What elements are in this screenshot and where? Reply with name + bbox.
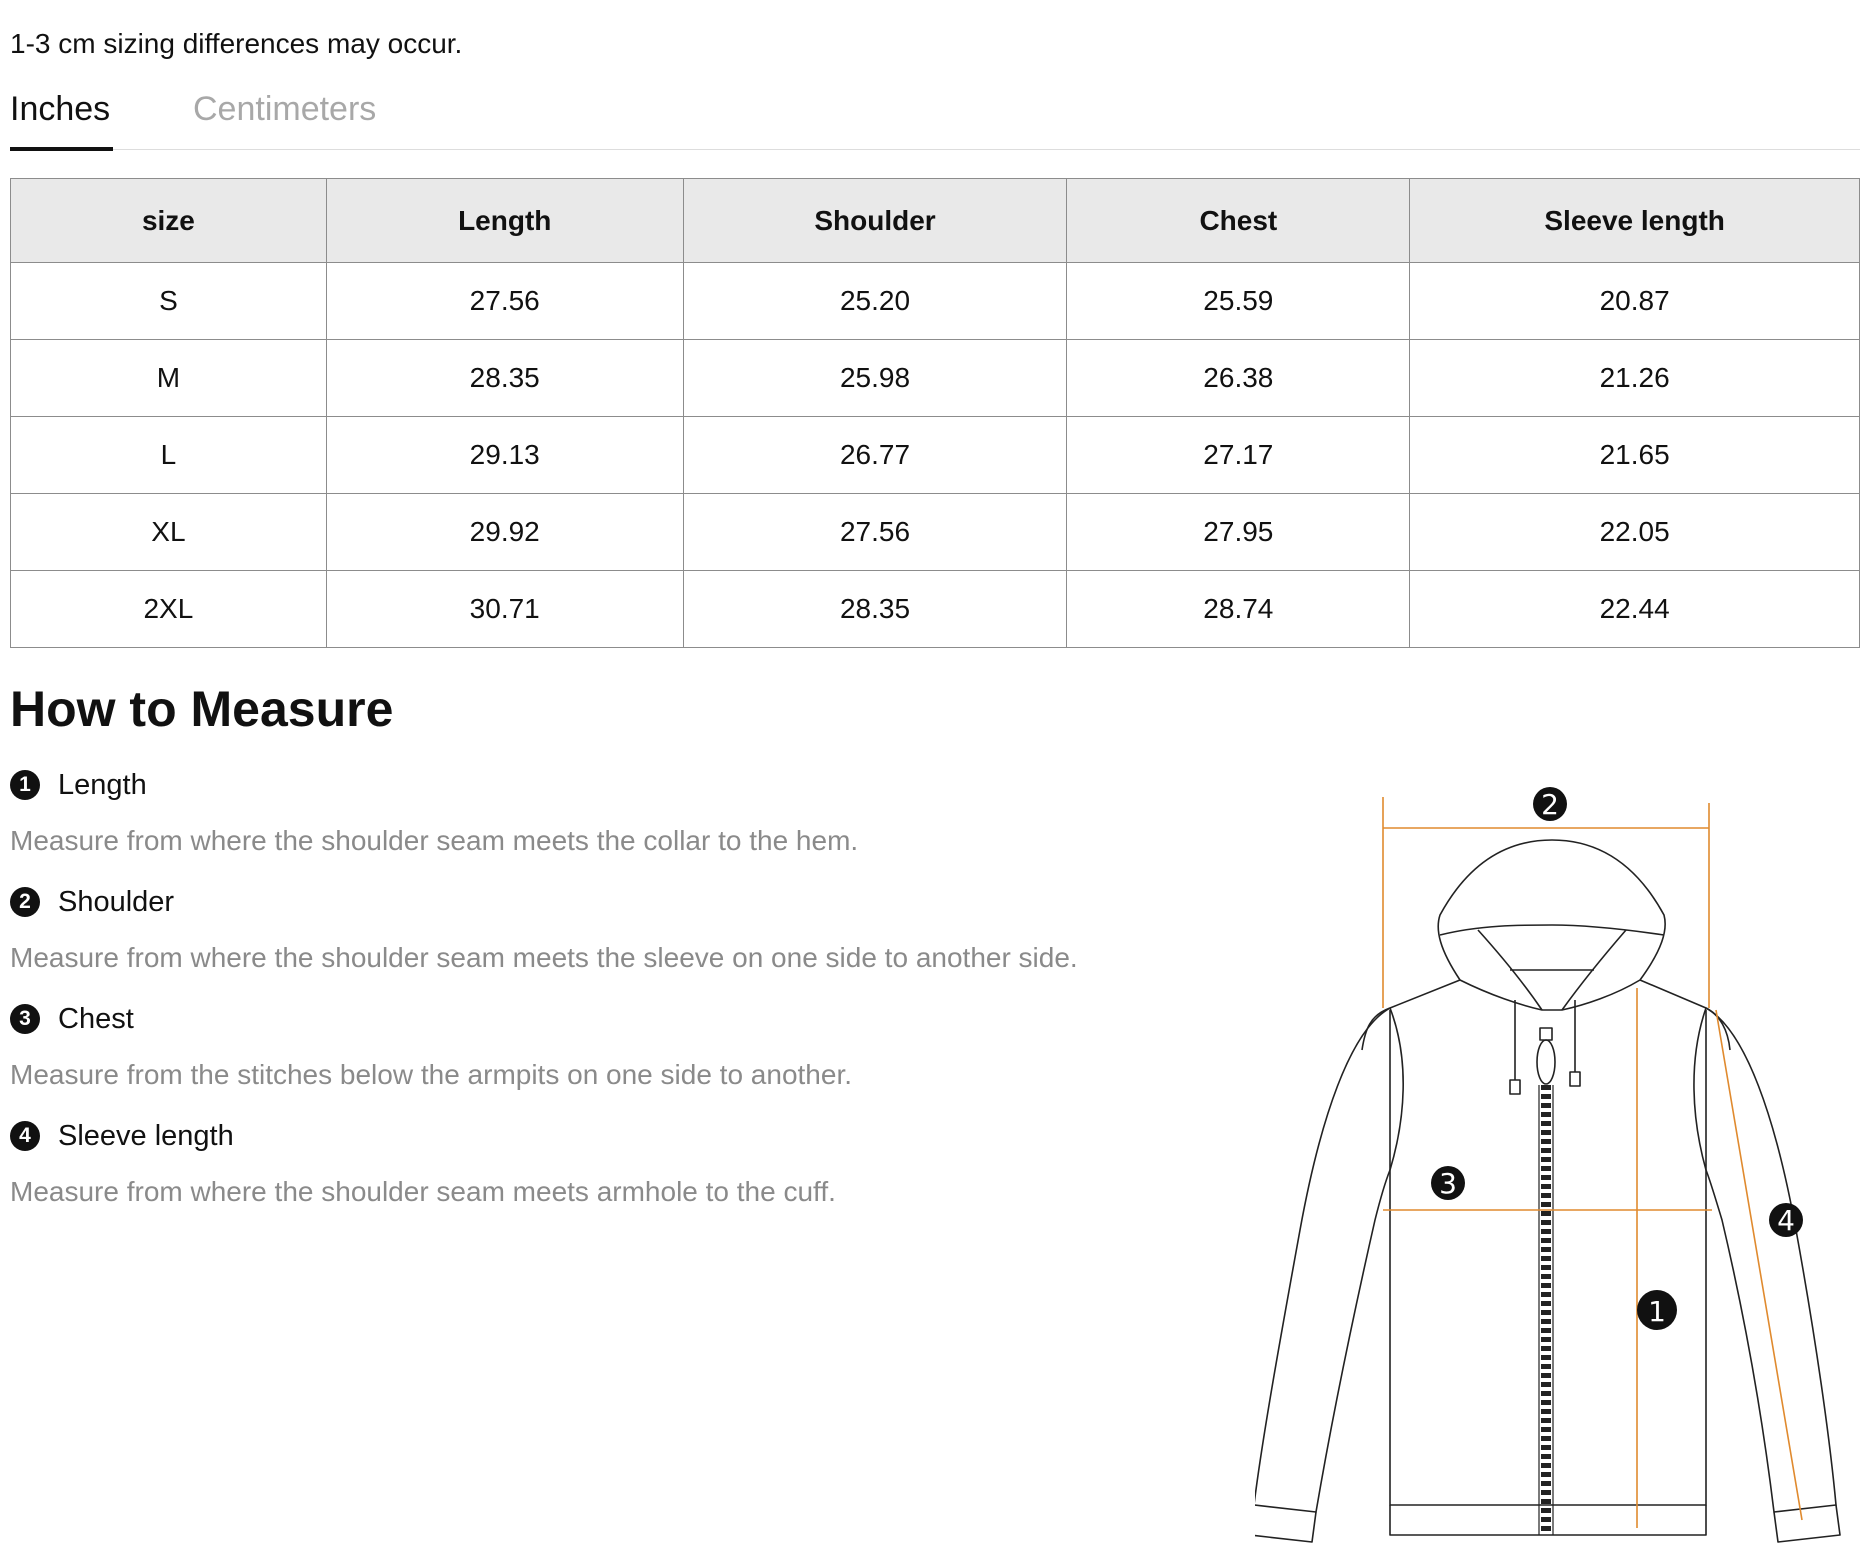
header-shoulder: Shoulder xyxy=(683,179,1067,263)
number-1-icon: 1 xyxy=(10,770,40,800)
cell-length: 28.35 xyxy=(326,340,683,417)
cell-shoulder: 26.77 xyxy=(683,417,1067,494)
hood-inner xyxy=(1440,925,1664,935)
cell-sleeve-length: 20.87 xyxy=(1410,263,1860,340)
measure-item-length xyxy=(10,767,858,857)
measure-label: Length xyxy=(58,768,147,801)
marker-3-icon xyxy=(1431,1166,1465,1200)
table-row xyxy=(11,494,1860,571)
cell-length: 29.13 xyxy=(326,417,683,494)
tab-centimeters[interactable]: Centimeters xyxy=(193,90,377,128)
cell-shoulder: 25.20 xyxy=(683,263,1067,340)
active-tab-indicator xyxy=(10,147,113,151)
cell-chest: 27.17 xyxy=(1067,417,1410,494)
header-chest: Chest xyxy=(1067,179,1410,263)
measure-item-chest xyxy=(10,1001,852,1091)
header-length: Length xyxy=(326,179,683,263)
left-shoulder xyxy=(1362,980,1460,1050)
marker-2-icon xyxy=(1533,787,1567,821)
measure-label: Chest xyxy=(58,1002,134,1035)
tab-inches[interactable]: Inches xyxy=(10,90,111,128)
measure-description: Measure from where the shoulder seam meets armhole to the cuff. xyxy=(10,1176,836,1207)
measure-description: Measure from the stitches below the armpits on one side to another. xyxy=(10,1059,853,1090)
cell-chest: 28.74 xyxy=(1067,571,1410,648)
cell-length: 29.92 xyxy=(326,494,683,571)
cell-size: L xyxy=(11,417,327,494)
header-size: size xyxy=(11,179,327,263)
cell-sleeve-length: 21.65 xyxy=(1410,417,1860,494)
drawstring-tip-right xyxy=(1570,1072,1580,1086)
cell-shoulder: 27.56 xyxy=(683,494,1067,571)
cell-sleeve-length: 21.26 xyxy=(1410,340,1860,417)
cell-chest: 25.59 xyxy=(1067,263,1410,340)
cell-size: S xyxy=(11,263,327,340)
cell-length: 30.71 xyxy=(326,571,683,648)
zipper-top xyxy=(1540,1028,1552,1040)
measure-description: Measure from where the shoulder seam meets the sleeve on one side to another side. xyxy=(10,942,1078,973)
hoodie-measurement-diagram xyxy=(1255,785,1865,1545)
table-row xyxy=(11,340,1860,417)
marker-1-icon xyxy=(1637,1290,1677,1330)
cell-shoulder: 28.35 xyxy=(683,571,1067,648)
cell-shoulder: 25.98 xyxy=(683,340,1067,417)
cell-size: XL xyxy=(11,494,327,571)
svg-text:3: 3 xyxy=(1439,1167,1457,1200)
unit-tabs xyxy=(10,90,1860,150)
svg-text:1: 1 xyxy=(1648,1295,1666,1328)
measure-description: Measure from where the shoulder seam meets the collar to the hem. xyxy=(10,825,859,856)
size-table xyxy=(10,178,1860,648)
how-to-measure-title: How to Measure xyxy=(10,681,394,737)
table-header-row xyxy=(11,179,1860,263)
right-sleeve xyxy=(1706,1008,1836,1512)
cell-sleeve-length: 22.05 xyxy=(1410,494,1860,571)
collar-band xyxy=(1460,980,1640,1010)
zipper-pull xyxy=(1537,1040,1555,1084)
table-row xyxy=(11,571,1860,648)
cell-length: 27.56 xyxy=(326,263,683,340)
cell-chest: 26.38 xyxy=(1067,340,1410,417)
left-sleeve xyxy=(1255,1008,1390,1512)
table-row xyxy=(11,417,1860,494)
cell-chest: 27.95 xyxy=(1067,494,1410,571)
cell-size: 2XL xyxy=(11,571,327,648)
svg-text:2: 2 xyxy=(1541,788,1559,821)
header-sleeve-length: Sleeve length xyxy=(1410,179,1860,263)
measure-label: Shoulder xyxy=(58,885,175,918)
sizing-note: 1-3 cm sizing differences may occur. xyxy=(10,28,463,59)
measure-item-sleeve-length xyxy=(10,1118,836,1208)
number-3-icon: 3 xyxy=(10,1004,40,1034)
measure-label: Sleeve length xyxy=(58,1119,234,1152)
number-4-icon: 4 xyxy=(10,1121,40,1151)
measure-item-shoulder xyxy=(10,884,1078,974)
number-2-icon: 2 xyxy=(10,887,40,917)
svg-text:4: 4 xyxy=(1777,1204,1795,1237)
table-row xyxy=(11,263,1860,340)
drawstring-tip-left xyxy=(1510,1080,1520,1094)
right-armhole xyxy=(1694,1008,1706,1170)
left-armhole xyxy=(1390,1008,1403,1170)
marker-4-icon xyxy=(1769,1203,1803,1237)
cell-size: M xyxy=(11,340,327,417)
hood-outline xyxy=(1438,840,1665,980)
cell-sleeve-length: 22.44 xyxy=(1410,571,1860,648)
